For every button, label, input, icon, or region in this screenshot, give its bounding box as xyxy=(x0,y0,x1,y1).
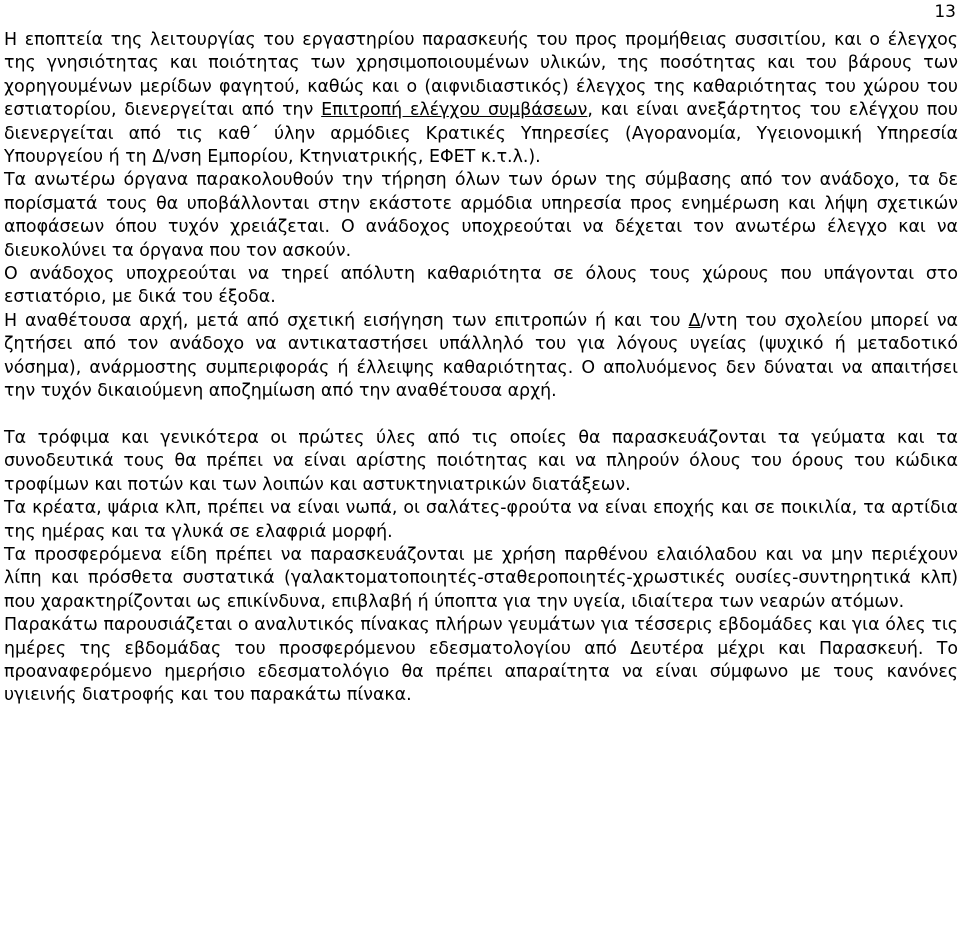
document-body xyxy=(4,29,958,708)
paragraph-fresh-produce: Τα κρέατα, ψάρια κλπ, πρέπει να είναι νωπά, οι σαλάτες-φρούτα να είναι εποχής και σε ποικιλία, τα αρτίδια της ημέρας και τα γλυκά σε ελαφριά μορφή. xyxy=(4,498,958,542)
paragraph-supervision-text-end: , και είναι ανεξάρτητος του ελέγχου που διενεργείται από τις καθ΄ ύλην αρμόδιες Κρατικές Υπηρεσίες (Αγορανομία, Υγειονομική Υπηρεσία Υπουργείου ή τη Δ/νση Εμπορίου, Κτηνιατρικής, ΕΦΕΤ κ.τ.λ.). xyxy=(4,100,958,168)
paragraph-food-quality: Τα τρόφιμα και γενικότερα οι πρώτες ύλες από τις οποίες θα παρασκευάζονται τα γεύματα και τα συνοδευτικά τους θα πρέπει να είναι αρίστης ποιότητας και να πληρούν όλους του όρους του κώδικα τροφίμων και ποτών και των λοιπών και αστυκτηνιατρικών διατάξεων. xyxy=(4,427,958,495)
paragraph-cleanliness: Ο ανάδοχος υποχρεούται να τηρεί απόλυτη καθαριότητα σε όλους τους χώρους που υπάγονται στο εστιατόριο, με δικά του έξοδα. xyxy=(4,264,958,308)
page-number: 13 xyxy=(934,2,956,22)
paragraph-authority-text-end: /ντη του σχολείου μπορεί να ζητήσει από τον ανάδοχο να αντικαταστήσει υπάλληλό του για λόγους υγείας (ψυχικό ή μεταδοτικό νόσημα), ανάρμοστης συμπεριφοράς ή έλλειψης καθαριότητας. Ο απολυόμενος δεν δύναται να απαιτήσει την τυχόν δικαιούμενη αποζημίωση από την αναθέτουσα αρχή. xyxy=(4,310,959,402)
paragraph-contracting-authority xyxy=(4,310,958,404)
paragraph-ingredients: Τα προσφερόμενα είδη πρέπει να παρασκευάζονται με χρήση παρθένου ελαιόλαδου και να μην περιέχουν λίπη και πρόσθετα συστατικά (γαλακτοματοποιητές-σταθεροποιητές-χρωστικές ουσίες-συντηρητικά κλπ) που χαρακτηρίζονται ως επικίνδυνα, επιβλαβή ή ύποπτα για την υγεία, ιδιαίτερα των νεαρών ατόμων. xyxy=(4,544,958,612)
committee-link-text: Επιτροπή ελέγχου συμβάσεων xyxy=(321,100,588,121)
director-abbrev-letter: Δ xyxy=(688,310,701,331)
paragraph-menu-table-intro: Παρακάτω παρουσιάζεται ο αναλυτικός πίνακας πλήρων γευμάτων για τέσσερις εβδομάδες και για όλες τις ημέρες της εβδομάδας του προσφερόμενου εδεσματολογίου από Δευτέρα μέχρι και Παρασκευή. Το προαναφερόμενο ημερήσιο εδεσματολόγιο θα πρέπει απαραίτητα να είναι σύμφωνο με τους κανόνες υγιεινής διατροφής και του παρακάτω πίνακα. xyxy=(4,615,958,706)
paragraph-supervision xyxy=(4,29,958,169)
paragraph-supervision-text-start: Η εποπτεία της λειτουργίας του εργαστηρίου παρασκευής του προς προμήθειας συσσιτίου, και ο έλεγχος της γνησιότητας και ποιότητας των χρησιμοποιουμένων υλικών, της ποσότητας και του βάρους των χορηγουμένων μερίδων φαγητού, καθώς και ο (αιφνιδιαστικός) έλεγχος της καθαριότητας του χώρου του εστιατορίου, διενεργείται από την xyxy=(4,30,958,121)
paragraph-control-bodies: Τα ανωτέρω όργανα παρακολουθούν την τήρηση όλων των όρων της σύμβασης από τον ανάδοχο, τα δε πορίσματά τους θα υποβάλλονται στην εκάστοτε αρμόδια υπηρεσία προς ενημέρωση και λήψη σχετικών αποφάσεων όπου τυχόν χρειάζεται. Ο ανάδοχος υποχρεούται να δέχεται τον ανωτέρω έλεγχο και να διευκολύνει τα όργανα που τον ασκούν. xyxy=(4,170,958,261)
paragraph-authority-text-start: Η αναθέτουσα αρχή, μετά από σχετική εισήγηση των επιτροπών ή και του xyxy=(4,310,689,331)
